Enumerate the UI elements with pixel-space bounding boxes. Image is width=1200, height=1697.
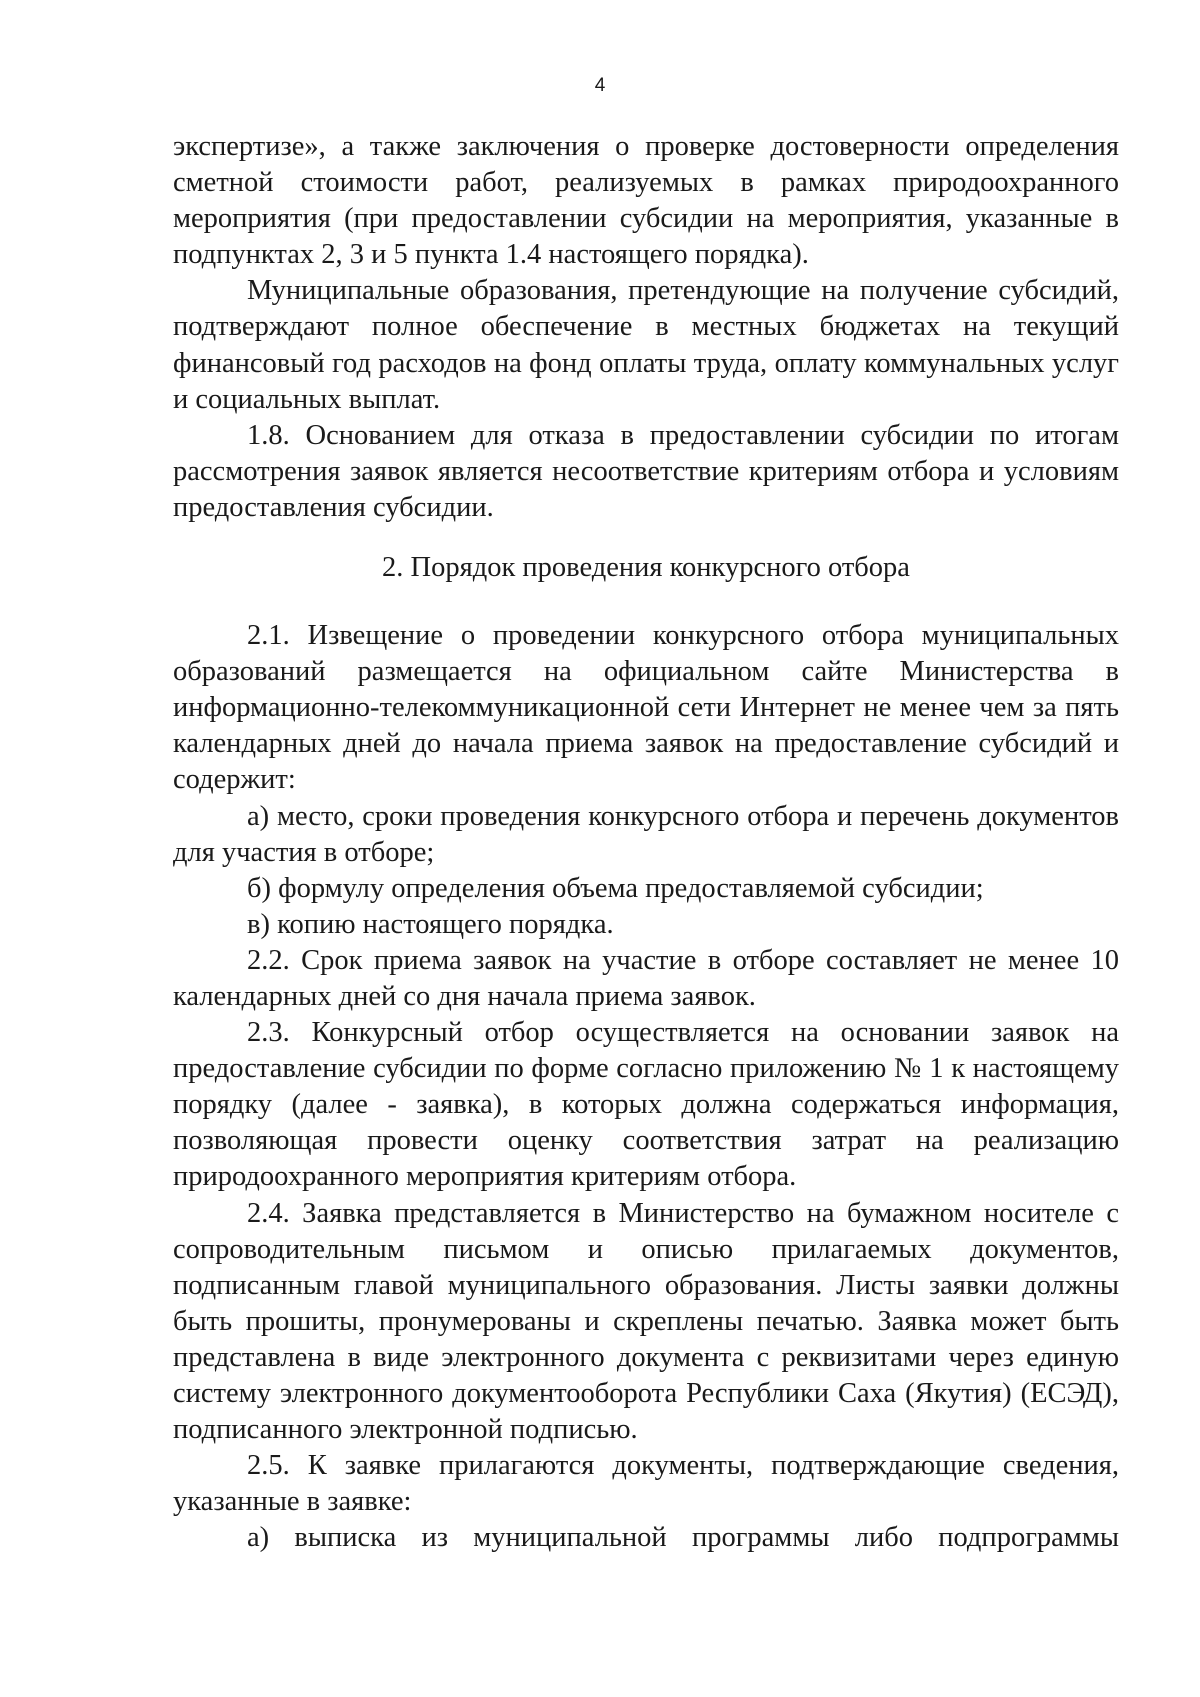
clause-2-5-a: а) выписка из муниципальной программы либо подпрограммы: [247, 1522, 1119, 1554]
section-2-heading: 2. Порядок проведения конкурсного отбора: [382, 552, 910, 584]
page-number: 4: [594, 75, 606, 96]
clause-2-5: 2.5. К заявке прилагаются документы, подтверждающие сведения, указанные в заявке:: [173, 1450, 1119, 1518]
clause-2-3: 2.3. Конкурсный отбор осуществляется на основании заявок на предоставление субсидии по форме согласно приложению № 1 к настоящему порядку (далее - заявка), в которых должна содержаться информация, позволяющая провести оценку соответствия затрат на реализацию природоохранного мероприятия критериям отбора.: [173, 1017, 1119, 1193]
clause-2-2: 2.2. Срок приема заявок на участие в отборе составляет не менее 10 календарных дней со дня начала приема заявок.: [173, 944, 1119, 1012]
paragraph-continuation: экспертизе», а также заключения о проверке достоверности определения сметной стоимости работ, реализуемых в рамках природоохранного мероприятия (при предоставлении субсидии на мероприятия, указанные в подпунктах 2, 3 и 5 пункта 1.4 настоящего порядка).: [173, 131, 1119, 271]
clause-2-1-b: б) формулу определения объема предоставляемой субсидии;: [247, 872, 984, 904]
clause-2-1-a: а) место, сроки проведения конкурсного отбора и перечень документов для участия в отборе;: [173, 800, 1119, 868]
paragraph-municipal-funding: Муниципальные образования, претендующие на получение субсидий, подтверждают полное обеспечение в местных бюджетах на текущий финансовый год расходов на фонд оплаты труда, оплату коммунальных услуг и социальных выплат.: [173, 275, 1119, 415]
clause-2-4: 2.4. Заявка представляется в Министерство на бумажном носителе с сопроводительным письмом и описью прилагаемых документов, подписанным главой муниципального образования. Листы заявки должны быть прошиты, пронумерованы и скреплены печатью. Заявка может быть представлена в виде электронного документа с реквизитами через единую систему электронного документооборота Республики Саха (Якутия) (ЕСЭД), подписанного электронной подписью.: [173, 1197, 1119, 1446]
clause-1-8: 1.8. Основанием для отказа в предоставлении субсидии по итогам рассмотрения заявок является несоответствие критериям отбора и условиям предоставления субсидии.: [173, 419, 1119, 523]
clause-2-1: 2.1. Извещение о проведении конкурсного отбора муниципальных образований размещается на официальном сайте Министерства в информационно-телекоммуникационной сети Интернет не менее чем за пять календарных дней до начала приема заявок на предоставление субсидий и содержит:: [173, 620, 1119, 796]
document-body: [173, 129, 1119, 1556]
clause-2-1-v: в) копию настоящего порядка.: [247, 908, 614, 940]
